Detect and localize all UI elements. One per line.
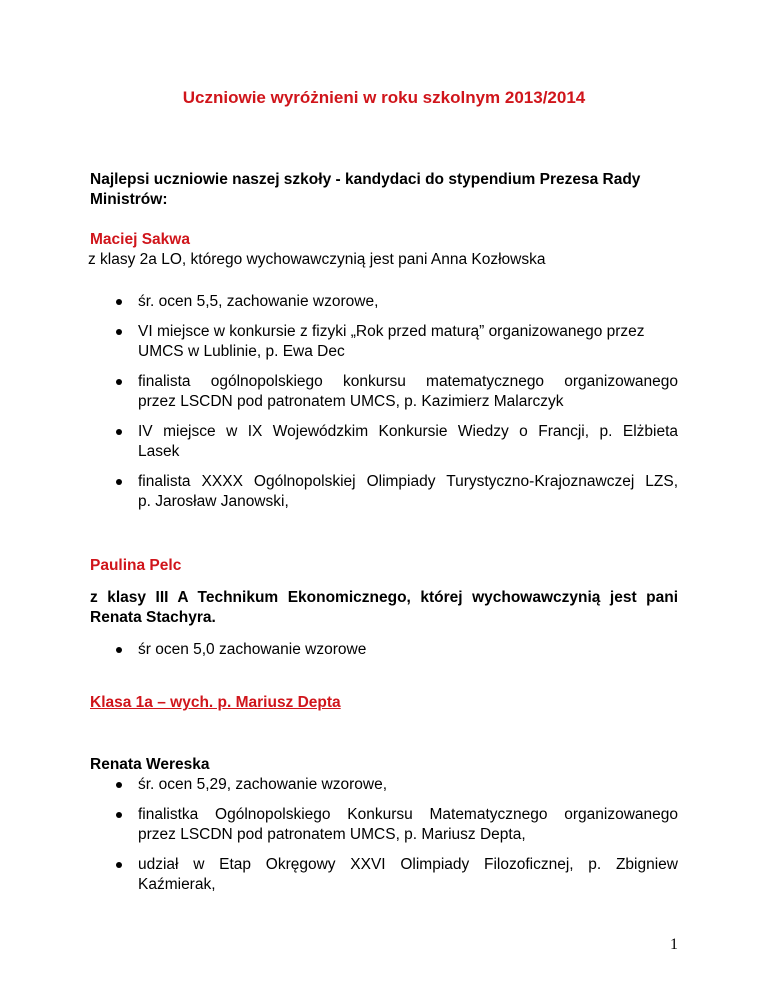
list-item: śr. ocen 5,5, zachowanie wzorowe, — [90, 292, 678, 312]
page-number: 1 — [670, 936, 678, 953]
student-name-1: Maciej Sakwa — [90, 231, 190, 248]
list-item: śr. ocen 5,29, zachowanie wzorowe, — [90, 775, 678, 795]
student-1-achievements — [90, 292, 678, 512]
bullet-icon — [116, 379, 122, 385]
list-item: finalista XXXX Ogólnopolskiej Olimpiady Turystyczno-Krajoznawczej LZS, p. Jarosław Janowski, — [90, 472, 678, 512]
bullet-icon — [116, 862, 122, 868]
student-2-achievements — [90, 640, 678, 660]
bullet-icon — [116, 479, 122, 485]
bullet-icon — [116, 782, 122, 788]
student-name-2: Paulina Pelc — [90, 557, 182, 574]
intro-heading — [90, 170, 678, 210]
page-title: Uczniowie wyróżnieni w roku szkolnym 2013/2014 — [182, 88, 586, 107]
list-item: śr ocen 5,0 zachowanie wzorowe — [90, 640, 678, 660]
student-class-info-2: z klasy III A Technikum Ekonomicznego, której wychowawczynią jest pani Renata Stachyra. — [90, 589, 678, 626]
bullet-icon — [116, 329, 122, 335]
list-item: finalistka Ogólnopolskiego Konkursu Matematycznego organizowanego przez LSCDN pod patronatem UMCS, p. Mariusz Depta, — [90, 805, 678, 845]
student-3-achievements — [90, 775, 678, 895]
list-item: finalista ogólnopolskiego konkursu matematycznego organizowanego przez LSCDN pod patronatem UMCS, p. Kazimierz Malarczyk — [90, 372, 678, 412]
intro-line-2: Ministrów: — [90, 191, 168, 208]
list-item: udział w Etap Okręgowy XXVI Olimpiady Filozoficznej, p. Zbigniew Kaźmierak, — [90, 855, 678, 895]
class-heading: Klasa 1a – wych. p. Mariusz Depta — [90, 694, 341, 711]
intro-line-1: Najlepsi uczniowie naszej szkoły - kandydaci do stypendium Prezesa Rady — [90, 171, 641, 188]
bullet-icon — [116, 299, 122, 305]
bullet-icon — [116, 812, 122, 818]
bullet-icon — [116, 647, 122, 653]
list-item: IV miejsce w IX Wojewódzkim Konkursie Wiedzy o Francji, p. Elżbieta Lasek — [90, 422, 678, 462]
student-name-3: Renata Wereska — [90, 756, 210, 773]
bullet-icon — [116, 429, 122, 435]
list-item: VI miejsce w konkursie z fizyki „Rok przed maturą” organizowanego przez UMCS w Lublinie, p. Ewa Dec — [90, 322, 678, 362]
student-class-info-1: z klasy 2a LO, którego wychowawczynią jest pani Anna Kozłowska — [88, 251, 546, 268]
